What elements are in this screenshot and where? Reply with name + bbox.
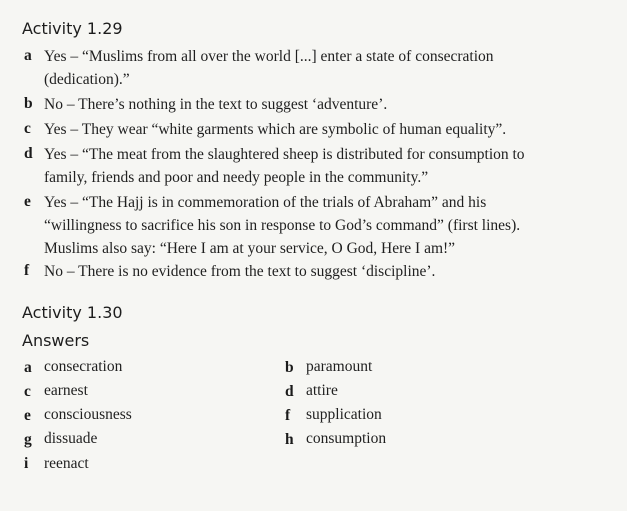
answer-word: consciousness [44,406,132,423]
item-b-text [44,93,387,116]
answer-letter: g [24,431,32,448]
answer-word: attire [306,382,338,399]
item-line: (dedication).” [44,71,130,88]
item-letter: c [24,120,31,137]
answer-word: consecration [44,358,123,375]
activity-1-29-heading: Activity 1.29 [22,19,123,38]
item-letter: f [24,262,30,279]
item-letter: b [24,95,33,112]
item-a-text [44,45,494,91]
item-letter: d [24,145,33,162]
answer-word: consumption [306,430,387,447]
item-line: No – There’s nothing in the text to suggest ‘adventure’. [44,96,388,113]
item-e-text [44,191,520,260]
item-line: Yes – “Muslims from all over the world [...] enter a state of consecration [44,48,494,65]
answer-letter: f [285,407,291,424]
item-line: family, friends and poor and needy people in the community.” [44,169,429,186]
item-line: No – There is no evidence from the text to suggest ‘discipline’. [44,263,436,280]
item-letter: e [24,193,31,210]
answers-subheading: Answers [22,331,90,350]
answer-letter: d [285,383,294,400]
answer-word: earnest [44,382,88,399]
item-f-text [44,260,435,283]
item-line: Muslims also say: “Here I am at your service, O God, Here I am!” [44,240,456,257]
activity-1-30-heading: Activity 1.30 [22,303,123,322]
item-letter: a [24,47,32,64]
answer-letter: e [24,407,31,424]
answer-letter: h [285,431,294,448]
item-line: Yes – They wear “white garments which are symbolic of human equality”. [44,121,507,138]
item-d-text [44,143,525,189]
answer-letter: b [285,359,294,376]
answer-letter: a [24,359,32,376]
item-c-text [44,118,506,141]
answer-word: reenact [44,455,89,472]
answer-word: supplication [306,406,382,423]
item-line: Yes – “The Hajj is in commemoration of the trials of Abraham” and his [44,194,487,211]
item-line: “willingness to sacrifice his son in response to God’s command” (first lines). [44,217,521,234]
item-line: Yes – “The meat from the slaughtered sheep is distributed for consumption to [44,146,525,163]
answer-letter: c [24,383,31,400]
answer-word: dissuade [44,430,98,447]
answer-word: paramount [306,358,373,375]
answer-letter: i [24,455,29,472]
